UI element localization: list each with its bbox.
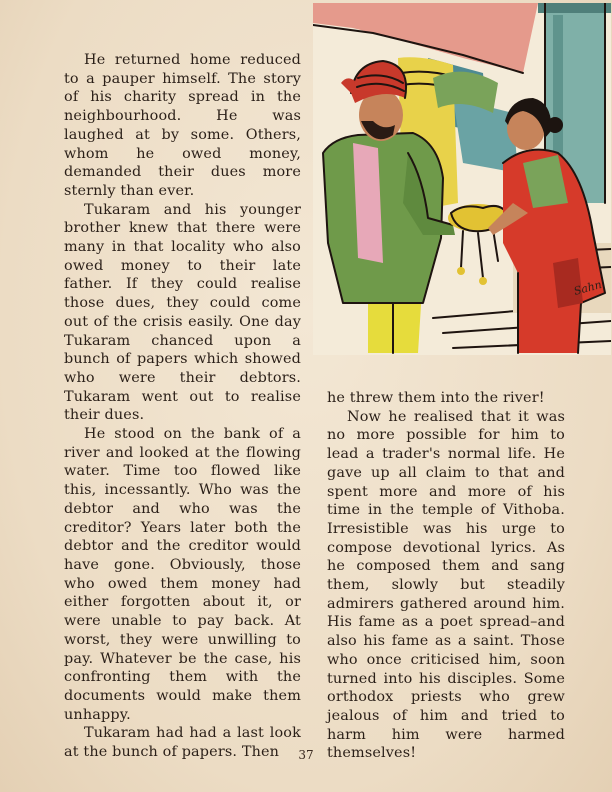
paragraph: he threw them into the river!	[327, 390, 545, 406]
left-column	[64, 51, 301, 762]
paragraph: Now he realised that it was no more possible for him to lead a trader's normal life. He gave up all claim to that and spent more and more of his time in the temple of Vithoba. Irresistible was his urge to compose devotional lyrics. As he composed them and sang them, slowly but steadily admirers gathered around him. His fame as a poet spread–and also his fame as a saint. Those who once criticised him, soon turned into his disciples. Some orthodox priests who grew jealous of him and tried to harm him were harmed themselves!	[327, 408, 565, 762]
right-column	[327, 389, 565, 763]
paragraph: He returned home reduced to a pauper himself. The story of his charity spread in the neighbourhood. He was laughed at by some. Others, whom he owed money, demanded their dues more sternly than ever.	[64, 52, 301, 199]
paragraph: He stood on the bank of a river and looked at the flowing water. Time too flowed like this, incessantly. Who was the debtor and who was the creditor? Years later both the debtor and the creditor would have gone. Obviously, those who owed them money had either forgotten about it, or were unable to pay back. At worst, they were unwilling to pay. Whatever be the case, his confronting them with the documents would make them unhappy.	[64, 426, 301, 723]
illustration-tukaram-and-woman	[313, 3, 611, 355]
page-number: 37	[298, 748, 314, 762]
paragraph: Tukaram had had a last look at the bunch of papers. Then	[64, 725, 301, 761]
artist-signature: Sahn	[572, 278, 604, 298]
paragraph: Tukaram and his younger brother knew that there were many in that locality who also owed money to their late father. If they could realise those dues, they could come out of the crisis easily. One day Tukaram chanced upon a bunch of papers which showed who were their debtors. Tukaram went out to realise their dues.	[64, 201, 301, 424]
